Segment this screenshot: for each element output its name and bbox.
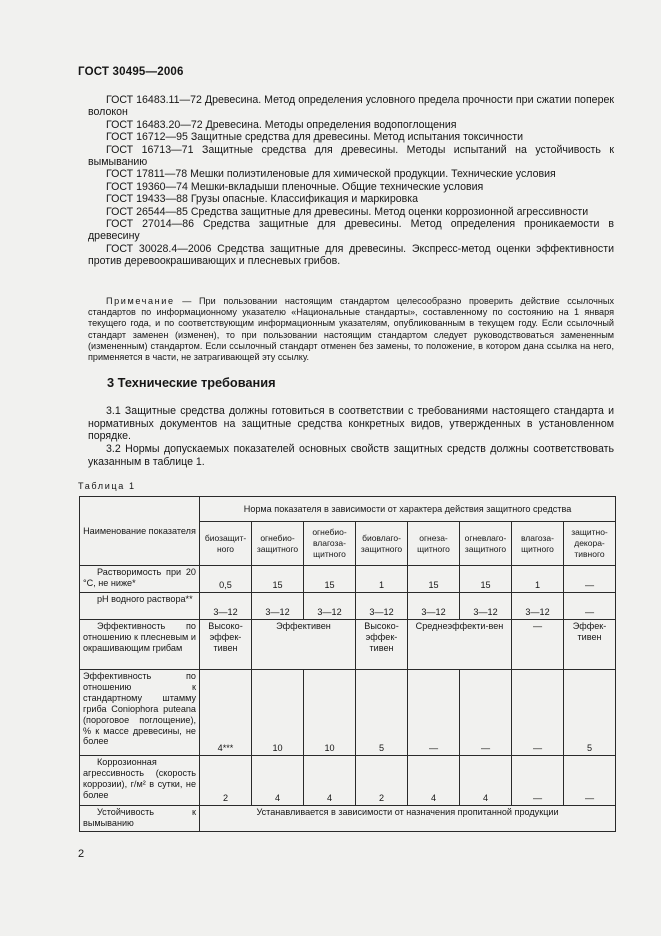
table-cell: 5	[356, 670, 408, 756]
note	[88, 296, 614, 363]
table-cell: 15	[304, 566, 356, 593]
table-caption: Таблица 1	[78, 481, 136, 491]
column-header: защитно-декора-тивного	[564, 522, 616, 566]
table-cell: —	[512, 756, 564, 806]
reference-item: ГОСТ 16712—95 Защитные средства для древесины. Метод испытания токсичности	[106, 131, 524, 144]
row-name: Эффективность по отношению к плесневым и окрашивающим грибам	[80, 620, 200, 670]
column-header: биозащит-ного	[200, 522, 252, 566]
table-cell: 10	[304, 670, 356, 756]
table-cell: 2	[356, 756, 408, 806]
note-text: — При пользовании настоящим стандартом целесообразно проверить действие ссылочных стандартов по информационному указателю «Национальные стандарты», составленному по состоянию на 1 января текущего года, и по соответствующим информационным указателям, опубликованным в текущем году. Если ссылочный стандарт заменен (изменен), то при пользовании настоящим стандартом следует руководствоваться замененным (измененным) стандартом. Если ссылочный стандарт отменен без замены, то положение, в котором дана ссылка на него, применяется в части, не затрагивающей эту ссылку.	[88, 296, 614, 363]
column-header: биовлаго-защитного	[356, 522, 408, 566]
normative-references	[88, 94, 614, 268]
reference-item: ГОСТ 30028.4—2006 Средства защитные для древесины. Экспресс-метод оценки эффективности против деревоокрашивающих и плесневых грибов.	[88, 242, 614, 268]
reference-item: ГОСТ 19360—74 Мешки-вкладыши пленочные. Общие технические условия	[106, 180, 484, 193]
table-row	[80, 566, 616, 593]
row-name: Коррозионная агрессивность (скорость коррозии), г/м² в сутки, не более	[80, 756, 200, 806]
column-header: огнебио-защитного	[252, 522, 304, 566]
paragraph-3-1: 3.1 Защитные средства должны готовиться в соответствии с требованиями настоящего стандарта и нормативных документов на защитные средства конкретных видов, утвержденных в установленном порядке.	[88, 405, 614, 443]
column-header: огнеза-щитного	[408, 522, 460, 566]
row-name: Эффективность по отношению к стандартному штамму гриба Coniophora puteana (пороговое поглощение), % к массе древесины, не более	[80, 670, 200, 756]
column-header: огневлаго-защитного	[460, 522, 512, 566]
table-cell: —	[408, 670, 460, 756]
table-row	[80, 670, 616, 756]
table-cell: Устанавливается в зависимости от назначения пропитанной продукции	[200, 806, 616, 832]
table-cell: 4	[304, 756, 356, 806]
table-cell: Эффективен	[252, 620, 356, 670]
table-cell: 4	[252, 756, 304, 806]
table-cell: —	[512, 620, 564, 670]
table-cell: —	[564, 593, 616, 620]
paragraph-3-2: 3.2 Нормы допускаемых показателей основных свойств защитных средств должны соответствовать указанным в таблице 1.	[88, 443, 614, 468]
table-cell: 4	[460, 756, 512, 806]
table-cell: 1	[356, 566, 408, 593]
table-cell: 15	[252, 566, 304, 593]
norm-group-header: Норма показателя в зависимости от характера действия защитного средства	[200, 497, 616, 522]
reference-item: ГОСТ 16713—71 Защитные средства для древесины. Методы испытаний на устойчивость к вымыванию	[88, 143, 614, 169]
table-row	[80, 756, 616, 806]
table-row	[80, 593, 616, 620]
section-title: 3 Технические требования	[107, 375, 276, 390]
table-cell: 3—12	[460, 593, 512, 620]
table-cell: 3—12	[252, 593, 304, 620]
table-cell: —	[564, 566, 616, 593]
table-row	[80, 806, 616, 832]
requirements-table	[79, 496, 616, 832]
table-cell: 5	[564, 670, 616, 756]
row-name: рН водного раствора**	[80, 593, 200, 620]
table-cell: 3—12	[512, 593, 564, 620]
column-header: влагоза-щитного	[512, 522, 564, 566]
table-cell: 3—12	[200, 593, 252, 620]
reference-item: ГОСТ 27014—86 Средства защитные для древесины. Метод определения проникаемости в древесину	[88, 218, 614, 243]
table-cell: 3—12	[304, 593, 356, 620]
name-column-header: Наименование показателя	[80, 497, 200, 566]
column-header: огнебио-влагоза-щитного	[304, 522, 356, 566]
table-cell: —	[460, 670, 512, 756]
table-cell: Высоко-эффек-тивен	[356, 620, 408, 670]
table-cell: Эффек-тивен	[564, 620, 616, 670]
table-cell: 10	[252, 670, 304, 756]
table-cell: 2	[200, 756, 252, 806]
reference-item: ГОСТ 16483.20—72 Древесина. Методы определения водопоглощения	[106, 118, 457, 131]
table-cell: —	[512, 670, 564, 756]
reference-item: ГОСТ 17811—78 Мешки полиэтиленовые для химической продукции. Технические условия	[106, 168, 556, 181]
table-cell: 4	[408, 756, 460, 806]
table-cell: 15	[408, 566, 460, 593]
reference-item: ГОСТ 26544—85 Средства защитные для древесины. Метод оценки коррозионной агрессивности	[106, 205, 589, 218]
table-cell: 0,5	[200, 566, 252, 593]
row-name: Устойчивость к вымыванию	[80, 806, 200, 832]
row-name: Растворимость при 20 °С, не ниже*	[80, 566, 200, 593]
reference-item: ГОСТ 19433—88 Грузы опасные. Классификация и маркировка	[106, 193, 419, 206]
table-row	[80, 620, 616, 670]
note-label: Примечание	[106, 296, 175, 306]
table-cell: Среднеэффекти-вен	[408, 620, 512, 670]
table-cell: 4***	[200, 670, 252, 756]
table-cell: 3—12	[408, 593, 460, 620]
table-cell: —	[564, 756, 616, 806]
table-cell: Высоко-эффек-тивен	[200, 620, 252, 670]
reference-item: ГОСТ 16483.11—72 Древесина. Метод определения условного предела прочности при сжатии поперек волокон	[88, 94, 614, 119]
table-cell: 1	[512, 566, 564, 593]
table-cell: 3—12	[356, 593, 408, 620]
page-number: 2	[78, 848, 85, 860]
document-header: ГОСТ 30495—2006	[78, 66, 184, 78]
table-cell: 15	[460, 566, 512, 593]
